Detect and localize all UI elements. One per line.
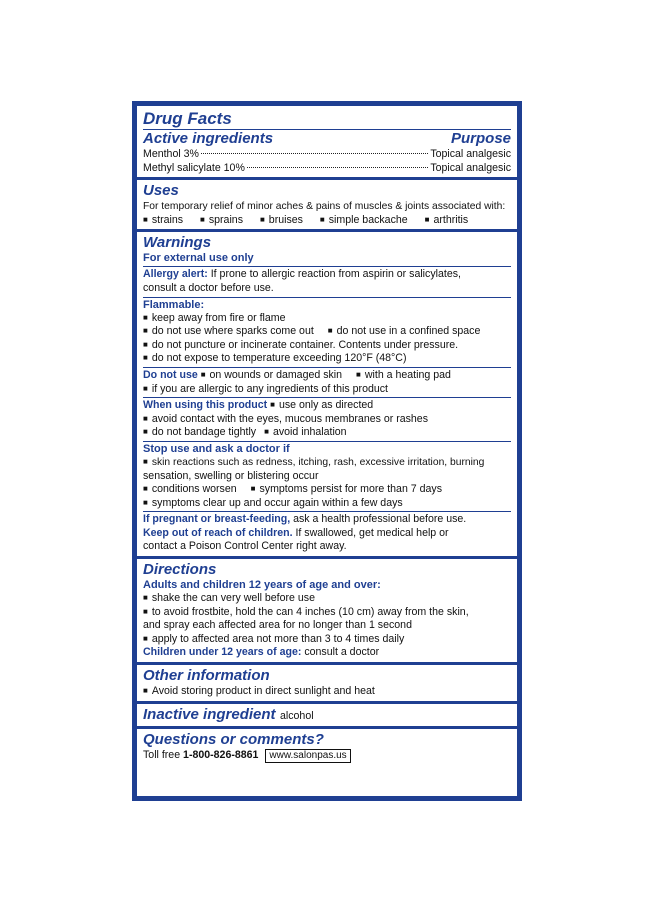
drug-facts-title: Drug Facts xyxy=(143,109,232,128)
stop-use-item: sensation, swelling or blistering occur xyxy=(143,469,319,482)
allergy-alert-text: consult a doctor before use. xyxy=(143,281,274,294)
when-using-item: ■ avoid inhalation xyxy=(264,426,346,438)
flammable-block xyxy=(143,297,511,366)
stop-use-label: Stop use and ask a doctor if xyxy=(143,442,290,455)
stop-use-block xyxy=(143,441,511,510)
website-link[interactable]: www.salonpas.us xyxy=(265,749,350,763)
do-not-use-label: Do not use xyxy=(143,368,198,381)
uses-list xyxy=(143,214,511,228)
flammable-label: Flammable: xyxy=(143,298,205,311)
uses-section xyxy=(137,180,517,232)
pregnancy-text: ask a health professional before use. xyxy=(293,513,467,526)
other-info-heading: Other information xyxy=(143,667,270,685)
pregnancy-block xyxy=(143,511,511,554)
inactive-ingredient-text: alcohol xyxy=(280,709,314,722)
when-using-item: ■ use only as directed xyxy=(270,399,373,411)
children-label: Children under 12 years of age: xyxy=(143,646,302,659)
directions-section xyxy=(137,559,517,665)
other-info-item: ■ Avoid storing product in direct sunlight and heat xyxy=(143,685,511,699)
inactive-ingredient-heading: Inactive ingredient xyxy=(143,705,276,723)
when-using-block xyxy=(143,397,511,440)
inactive-ingredient-section xyxy=(137,704,517,729)
direction-item: ■ shake the can very well before use xyxy=(143,592,511,606)
use-item: ■ simple backache xyxy=(320,214,408,226)
direction-item: ■ to avoid frostbite, hold the can 4 inches (10 cm) away from the skin, xyxy=(143,606,511,620)
drug-facts-panel xyxy=(132,101,522,801)
phone-number[interactable]: 1-800-826-8861 xyxy=(183,748,259,761)
external-use-note: For external use only xyxy=(143,252,254,265)
allergy-alert-text: If prone to allergic reaction from aspirin or salicylates, xyxy=(210,268,461,281)
adults-label: Adults and children 12 years of age and over: xyxy=(143,579,381,592)
use-item: ■ strains xyxy=(143,214,183,226)
flammable-item: ■ do not use where sparks come out xyxy=(143,325,314,337)
stop-use-item: ■ symptoms clear up and occur again within a few days xyxy=(143,497,511,511)
children-text: consult a doctor xyxy=(304,646,380,659)
toll-free-label: Toll free xyxy=(143,748,181,761)
ingredient-purpose: Topical analgesic xyxy=(430,161,511,174)
warnings-section xyxy=(137,232,517,559)
flammable-item: ■ do not expose to temperature exceeding 120°F (48°C) xyxy=(143,352,511,366)
direction-item: ■ apply to affected area not more than 3 to 4 times daily xyxy=(143,633,511,647)
purpose-heading: Purpose xyxy=(450,130,511,147)
directions-heading: Directions xyxy=(143,561,217,579)
allergy-alert-label: Allergy alert: xyxy=(143,268,208,281)
questions-heading: Questions or comments? xyxy=(143,730,324,748)
ingredient-row xyxy=(143,148,511,162)
keep-out-text: If swallowed, get medical help or xyxy=(295,526,449,539)
pregnancy-label: If pregnant or breast-feeding, xyxy=(143,513,291,526)
flammable-item: ■ do not use in a confined space xyxy=(328,325,481,337)
keep-out-text: contact a Poison Control Center right away. xyxy=(143,540,347,553)
ingredient-name: Menthol 3% xyxy=(143,148,199,160)
flammable-item: ■ keep away from fire or flame xyxy=(143,312,511,326)
active-ingredients-section xyxy=(137,106,517,180)
do-not-use-item: ■ if you are allergic to any ingredients of this product xyxy=(143,383,511,397)
warnings-heading: Warnings xyxy=(143,234,212,252)
do-not-use-item: ■ with a heating pad xyxy=(356,369,451,381)
questions-section xyxy=(137,729,517,765)
use-item: ■ arthritis xyxy=(425,214,469,226)
allergy-alert-block xyxy=(143,266,511,295)
keep-out-label: Keep out of reach of children. xyxy=(143,526,293,539)
stop-use-item: ■ symptoms persist for more than 7 days xyxy=(251,483,442,495)
ingredient-purpose: Topical analgesic xyxy=(430,148,511,160)
stop-use-item: ■ skin reactions such as redness, itching, rash, excessive irritation, burning xyxy=(143,456,511,470)
other-info-section xyxy=(137,665,517,704)
uses-heading: Uses xyxy=(143,182,179,200)
stop-use-item: ■ conditions worsen xyxy=(143,483,237,495)
when-using-item: ■ avoid contact with the eyes, mucous membranes or rashes xyxy=(143,413,511,427)
when-using-label: When using this product xyxy=(143,399,268,412)
active-ingredients-heading: Active ingredients xyxy=(143,130,274,147)
direction-item: and spray each affected area for no longer than 1 second xyxy=(143,619,412,632)
ingredient-name: Methyl salicylate 10% xyxy=(143,161,245,174)
do-not-use-block xyxy=(143,367,511,396)
use-item: ■ bruises xyxy=(260,214,303,226)
uses-intro: For temporary relief of minor aches & pains of muscles & joints associated with: xyxy=(143,201,506,213)
ingredient-row xyxy=(143,162,511,176)
flammable-item: ■ do not puncture or incinerate container. Contents under pressure. xyxy=(143,339,511,353)
use-item: ■ sprains xyxy=(200,214,243,226)
when-using-item: ■ do not bandage tightly xyxy=(143,426,256,438)
do-not-use-item: ■ on wounds or damaged skin xyxy=(201,369,342,381)
